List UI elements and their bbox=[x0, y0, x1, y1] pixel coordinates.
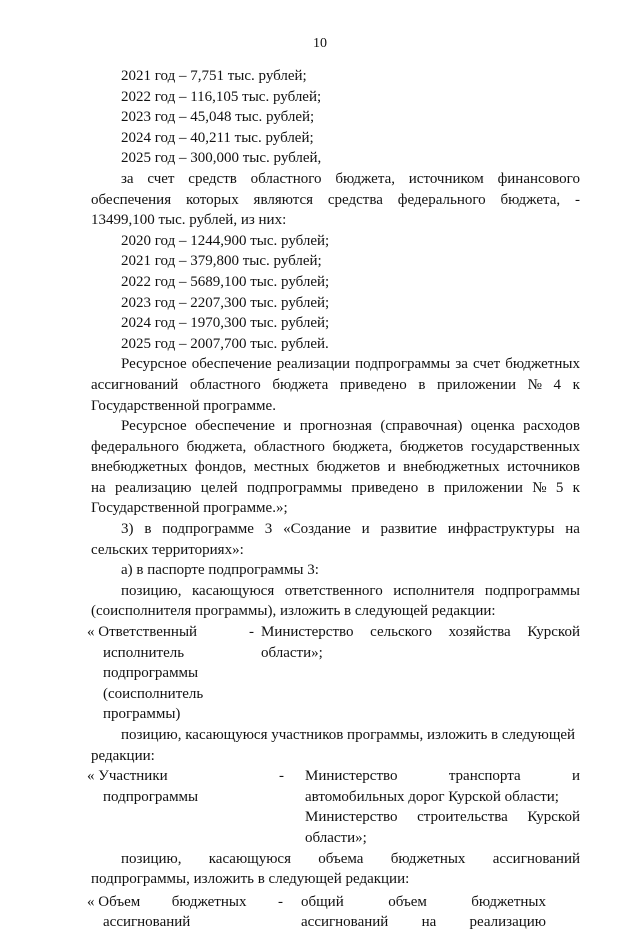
page-number: 10 bbox=[313, 36, 327, 51]
word: реализацию bbox=[114, 479, 192, 496]
word: оценка bbox=[470, 418, 515, 435]
text-line bbox=[91, 190, 580, 211]
text-line: Государственной программе.»; bbox=[91, 500, 288, 517]
text-line: редакции: bbox=[91, 747, 155, 764]
word: в bbox=[427, 479, 435, 496]
word: - bbox=[575, 191, 580, 208]
table1-left: « Ответственный bbox=[87, 624, 198, 641]
word: ассигнований bbox=[91, 376, 179, 393]
text-line: 2023 год – 45,048 тыс. рублей; bbox=[121, 109, 315, 126]
table3-right bbox=[301, 892, 546, 913]
word: бюджетных bbox=[471, 893, 546, 910]
table1-right bbox=[261, 622, 580, 643]
table1-row bbox=[91, 663, 580, 684]
word: Курской bbox=[527, 624, 580, 641]
text-line: 2021 год – 7,751 тыс. рублей; bbox=[121, 68, 307, 84]
word: на bbox=[421, 914, 437, 931]
text-line: 13499,100 тыс. рублей, из них: bbox=[91, 212, 287, 229]
word: федерального bbox=[397, 191, 486, 208]
word: к bbox=[572, 479, 580, 496]
word: Ресурсное bbox=[121, 418, 187, 435]
word: фондов, bbox=[194, 459, 247, 476]
word: и bbox=[283, 418, 292, 435]
word: бюджетов bbox=[316, 459, 381, 476]
word: местных bbox=[253, 459, 310, 476]
word: приложении bbox=[443, 479, 523, 496]
word: государственных bbox=[471, 438, 580, 455]
word: и bbox=[571, 768, 580, 785]
table1-row bbox=[91, 684, 580, 705]
word: которых bbox=[185, 191, 239, 208]
word: бюджетных bbox=[505, 356, 580, 373]
word: источников bbox=[507, 459, 580, 476]
table3-left bbox=[87, 892, 283, 913]
word: источником bbox=[408, 170, 484, 187]
word: за bbox=[121, 170, 134, 187]
text-line bbox=[91, 416, 580, 437]
word: приведено bbox=[351, 479, 419, 496]
word: к bbox=[572, 376, 580, 393]
word: ассигнований bbox=[301, 914, 389, 931]
text-line: 2024 год – 40,211 тыс. рублей; bbox=[121, 129, 314, 146]
text-line bbox=[91, 169, 580, 190]
word: областного bbox=[189, 376, 261, 393]
table2-right-line: области»; bbox=[305, 829, 367, 846]
text-line: 2021 год – 379,800 тыс. рублей; bbox=[121, 253, 322, 270]
word: развитие bbox=[380, 521, 437, 538]
word: областного bbox=[253, 438, 325, 455]
word: позицию, bbox=[121, 582, 182, 599]
word: касающуюся bbox=[192, 582, 275, 599]
word: обеспечения bbox=[91, 191, 172, 208]
table1-left: (соисполнитель bbox=[103, 685, 204, 702]
table2-row bbox=[87, 766, 580, 787]
text-line bbox=[91, 478, 580, 499]
word: Курской bbox=[527, 809, 580, 826]
word: реализации bbox=[276, 356, 351, 373]
text-line: Государственной программе. bbox=[91, 397, 276, 414]
word: за bbox=[455, 356, 468, 373]
word: подпрограммы bbox=[484, 582, 580, 599]
document-body bbox=[87, 66, 580, 933]
word: бюджетов bbox=[399, 438, 464, 455]
word: Министерство bbox=[305, 768, 398, 785]
text-line: сельских территориях»: bbox=[91, 541, 244, 558]
word: в bbox=[144, 521, 152, 538]
word: подпрограммы bbox=[355, 356, 451, 373]
table2-row bbox=[91, 787, 580, 808]
word: объема bbox=[318, 850, 364, 867]
word: « Объем bbox=[87, 893, 141, 910]
table2-dash: - bbox=[279, 768, 284, 785]
word: счет bbox=[473, 356, 501, 373]
word: (справочная) bbox=[380, 418, 463, 435]
word: приложении bbox=[436, 376, 517, 393]
word: внебюджетных bbox=[91, 459, 188, 476]
word: подпрограмме bbox=[162, 521, 254, 538]
word: исполнителя bbox=[393, 582, 475, 599]
word: обеспечение bbox=[191, 356, 272, 373]
text-line bbox=[91, 437, 580, 458]
word: объем bbox=[388, 893, 427, 910]
word: «Создание bbox=[283, 521, 351, 538]
word: прогнозная bbox=[299, 418, 372, 435]
text-line: позицию, касающуюся участников программы, изложить в следующей bbox=[121, 727, 576, 743]
word: и bbox=[387, 459, 396, 476]
word: на bbox=[565, 521, 580, 538]
text-line: 2022 год – 116,105 тыс. рублей; bbox=[121, 88, 322, 105]
table1-row bbox=[91, 643, 580, 664]
text-line: а) в паспорте подпрограммы 3: bbox=[121, 562, 319, 579]
word: общий bbox=[301, 893, 344, 910]
text-line bbox=[91, 354, 580, 375]
word: бюджета, bbox=[186, 438, 247, 455]
word: позицию, bbox=[121, 850, 182, 867]
word: средства bbox=[327, 191, 383, 208]
word: подпрограммы bbox=[246, 479, 343, 496]
word: расходов bbox=[523, 418, 580, 435]
word: Министерство bbox=[261, 624, 354, 641]
word: целей bbox=[200, 479, 238, 496]
text-line: подпрограммы, изложить в следующей редакции: bbox=[91, 871, 410, 888]
text-line: 2022 год – 5689,100 тыс. рублей; bbox=[121, 273, 330, 290]
table2-right-line: автомобильных дорог Курской области; bbox=[305, 788, 559, 805]
word: внебюджетных bbox=[403, 459, 500, 476]
word: - bbox=[277, 893, 283, 910]
word: строительства bbox=[417, 809, 508, 826]
text-line: 2024 год – 1970,300 тыс. рублей; bbox=[121, 315, 330, 332]
word: бюджета, bbox=[335, 170, 395, 187]
word: и bbox=[361, 521, 370, 538]
table2-left: « Участники bbox=[87, 768, 168, 785]
table2-right bbox=[305, 766, 580, 787]
word: ответственного bbox=[284, 582, 383, 599]
word: федерального bbox=[91, 438, 179, 455]
word: областного bbox=[250, 170, 322, 187]
word: приведено bbox=[339, 376, 407, 393]
text-line bbox=[91, 849, 580, 870]
table3-left-line: ассигнований bbox=[103, 914, 191, 931]
word: Министерство bbox=[305, 809, 398, 826]
word: инфраструктуры bbox=[447, 521, 555, 538]
text-line: 2023 год – 2207,300 тыс. рублей; bbox=[121, 294, 330, 311]
text-line bbox=[91, 375, 580, 396]
word: бюджетных bbox=[390, 850, 466, 867]
table2-right bbox=[305, 807, 580, 828]
word: хозяйства bbox=[448, 624, 511, 641]
table1-row bbox=[87, 622, 580, 643]
word: ассигнований bbox=[492, 850, 580, 867]
word: счет bbox=[147, 170, 175, 187]
word: 4 bbox=[553, 376, 562, 393]
word: бюджета bbox=[272, 376, 329, 393]
word: сельского bbox=[370, 624, 432, 641]
word: обеспечение bbox=[195, 418, 275, 435]
word: бюджета, bbox=[332, 438, 393, 455]
word: бюджета, bbox=[500, 191, 561, 208]
table2-left: подпрограммы bbox=[103, 788, 199, 805]
table3-row bbox=[87, 892, 580, 913]
table1-left: исполнитель bbox=[103, 644, 185, 661]
word: 5 bbox=[555, 479, 564, 496]
word: финансового bbox=[497, 170, 580, 187]
word: 3 bbox=[264, 521, 273, 538]
word: реализацию bbox=[469, 914, 546, 931]
text-line bbox=[91, 519, 580, 540]
table3-row bbox=[91, 912, 580, 933]
word: 3) bbox=[121, 521, 134, 538]
word: средств bbox=[188, 170, 237, 187]
text-line: 2020 год – 1244,900 тыс. рублей; bbox=[121, 232, 330, 249]
word: бюджетных bbox=[171, 893, 247, 910]
table1-row bbox=[91, 704, 580, 725]
word: транспорта bbox=[448, 768, 521, 785]
text-line: (соисполнителя программы), изложить в следующей редакции: bbox=[91, 603, 496, 620]
word: № bbox=[532, 479, 547, 496]
table1-left: программы) bbox=[103, 706, 181, 723]
word: касающуюся bbox=[208, 850, 291, 867]
table2-row bbox=[91, 807, 580, 828]
table1-dash: - bbox=[249, 624, 254, 641]
text-line: 2025 год – 300,000 тыс. рублей, bbox=[121, 150, 322, 167]
word: являются bbox=[253, 191, 314, 208]
word: в bbox=[418, 376, 426, 393]
word: на bbox=[91, 479, 106, 496]
text-line bbox=[91, 581, 580, 602]
table1-right-last: области»; bbox=[261, 644, 323, 661]
table3-right bbox=[301, 912, 546, 933]
text-line bbox=[91, 457, 580, 478]
word: № bbox=[527, 376, 542, 393]
table1-left: подпрограммы bbox=[103, 665, 199, 682]
word: Ресурсное bbox=[121, 356, 187, 373]
text-line: 2025 год – 2007,700 тыс. рублей. bbox=[121, 335, 329, 352]
table2-row bbox=[91, 828, 580, 849]
